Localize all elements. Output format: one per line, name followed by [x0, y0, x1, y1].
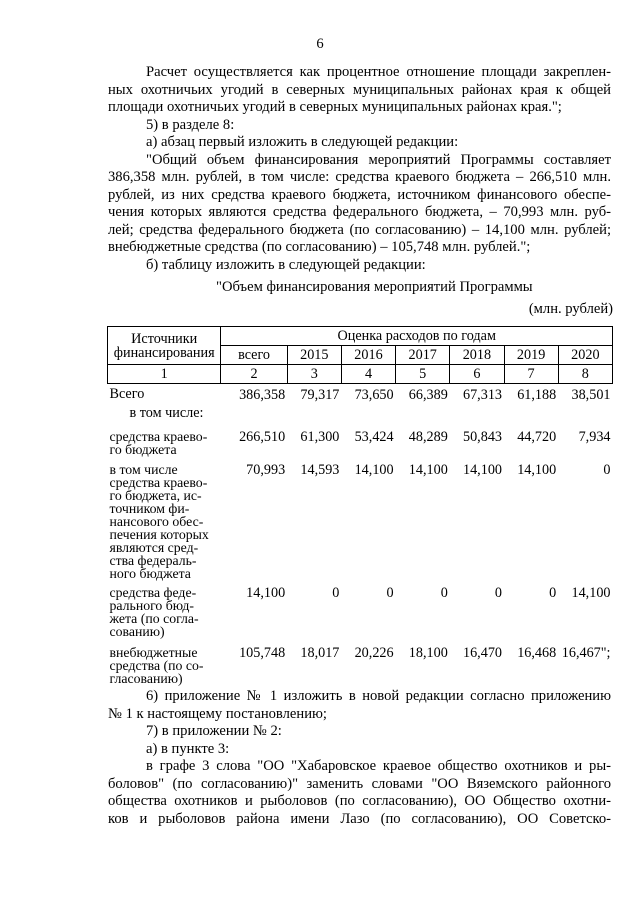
column-number: 5 [396, 365, 450, 384]
paragraph-line: ных охотничьих угодий в северных муниципальных районах края к общей [108, 82, 611, 98]
table-cell: 14,100 [571, 584, 611, 601]
item-7a: а) в пункте 3: [146, 741, 230, 757]
item-7-text-line: в графе 3 слова "ОО "Хабаровское краевое общество охотников и ры- [146, 758, 611, 774]
row-label: средства краево-го бюджета [109, 428, 208, 457]
table-cell: 16,468 [517, 644, 557, 661]
header-source: Источники финансирования [108, 327, 221, 365]
table-cell: 18,100 [408, 644, 448, 661]
table-row [108, 457, 613, 580]
item-7-text-line: боловов" (по согласованию)" заменить словами "ОО Вяземского районного [108, 776, 611, 792]
financing-table [107, 326, 613, 686]
row-label: Всего [109, 386, 145, 402]
table-cell: 67,313 [462, 387, 502, 403]
row-label: средства феде-рального бюд-жета (по согла-сованию) [109, 584, 199, 639]
table-cell: 66,389 [408, 387, 448, 403]
column-header: 2019 [504, 346, 558, 365]
table-cell: 16,467"; [561, 644, 611, 661]
column-number: 6 [450, 365, 504, 384]
units-label: (млн. рублей) [528, 301, 613, 317]
row-label: в том числе средства краево-го бюджета, ис-точником фи-нансового обес-печения которых являются сред-ства федераль-ного бюджета [109, 461, 209, 581]
column-header: 2018 [450, 346, 504, 365]
table-cell: 0 [332, 584, 340, 601]
page-number: 6 [316, 36, 324, 52]
column-number: 8 [558, 365, 612, 384]
column-header: 2017 [396, 346, 450, 365]
table-cell: 53,424 [354, 428, 394, 445]
column-header: 2020 [558, 346, 612, 365]
item-7: 7) в приложении № 2: [146, 723, 282, 739]
table-cell: 7,934 [578, 428, 611, 445]
column-number: 2 [221, 365, 287, 384]
table-cell: 266,510 [239, 428, 286, 445]
paragraph-line: площади охотничьих угодий в северных муниципальных районах края."; [108, 99, 562, 115]
table-cell: 0 [386, 584, 394, 601]
item-6-line: № 1 к настоящему постановлению; [108, 706, 327, 722]
quote-line: чения которых являются средства федерального бюджета, – 70,993 млн. руб- [108, 204, 611, 220]
table-row [108, 640, 613, 686]
table-cell: 73,650 [354, 387, 394, 403]
table-row [108, 580, 613, 640]
item-5b: б) таблицу изложить в следующей редакции: [146, 257, 426, 273]
column-number: 1 [108, 365, 221, 384]
item-7-text-line: общества охотников и рыболовов (по согласованию), ОО Общество охотни- [108, 793, 611, 809]
item-6-line: 6) приложение № 1 изложить в новой редакции согласно приложению [146, 688, 611, 704]
table-cell: 18,017 [300, 644, 340, 661]
table-cell: 50,843 [462, 428, 502, 445]
quote-line: 386,358 млн. рублей, в том числе: средства краевого бюджета – 266,510 млн. [108, 169, 611, 185]
table-cell: 0 [440, 584, 448, 601]
paragraph-line: Расчет осуществляется как процентное отношение площади закреплен- [146, 64, 611, 80]
header-estimate: Оценка расходов по годам [221, 327, 613, 346]
table-cell: 44,720 [517, 428, 557, 445]
column-header: всего [221, 346, 287, 365]
row-label: внебюджетные средства (по со-гласованию) [109, 644, 204, 686]
table-cell: 386,358 [239, 387, 286, 403]
quote-line: "Общий объем финансирования мероприятий Программы составляет [146, 152, 611, 168]
table-row [108, 384, 613, 404]
table-cell: 14,100 [462, 461, 502, 478]
table-title: "Объем финансирования мероприятий Программы [216, 279, 533, 295]
table-cell: 20,226 [354, 644, 394, 661]
table-cell: 61,300 [300, 428, 340, 445]
quote-line: внебюджетные средства (по согласованию) – 105,748 млн. рублей."; [108, 239, 531, 255]
table-cell: 0 [549, 584, 557, 601]
column-number: 4 [341, 365, 395, 384]
table-cell: 48,289 [408, 428, 448, 445]
table-cell: 0 [494, 584, 502, 601]
column-header: 2016 [341, 346, 395, 365]
item-7-text-line: ков и рыболовов района имени Лазо (по согласованию), ОО Советско- [108, 811, 611, 827]
row-label: в том числе: [129, 404, 204, 421]
table-cell: 14,100 [408, 461, 448, 478]
column-header: 2015 [287, 346, 341, 365]
table-cell: 14,593 [300, 461, 340, 478]
column-number: 3 [287, 365, 341, 384]
table-cell: 0 [603, 461, 611, 478]
table-cell: 16,470 [462, 644, 502, 661]
table-cell: 14,100 [246, 584, 286, 601]
table-cell: 79,317 [300, 387, 340, 403]
table-cell: 61,188 [517, 387, 557, 403]
item-5a: а) абзац первый изложить в следующей редакции: [146, 134, 459, 150]
table-cell: 105,748 [239, 644, 286, 661]
table-cell: 70,993 [246, 461, 286, 478]
item-5: 5) в разделе 8: [146, 117, 235, 133]
table-cell: 14,100 [517, 461, 557, 478]
quote-line: рублей, из них средства краевого бюджета, источником финансового обеспе- [108, 187, 611, 203]
table-cell: 38,501 [571, 387, 611, 403]
quote-line: лей; средства федерального бюджета (по согласованию) – 14,100 млн. рублей; [108, 222, 611, 238]
table-row [108, 424, 613, 457]
table-row [108, 404, 613, 424]
table-cell: 14,100 [354, 461, 394, 478]
column-number: 7 [504, 365, 558, 384]
